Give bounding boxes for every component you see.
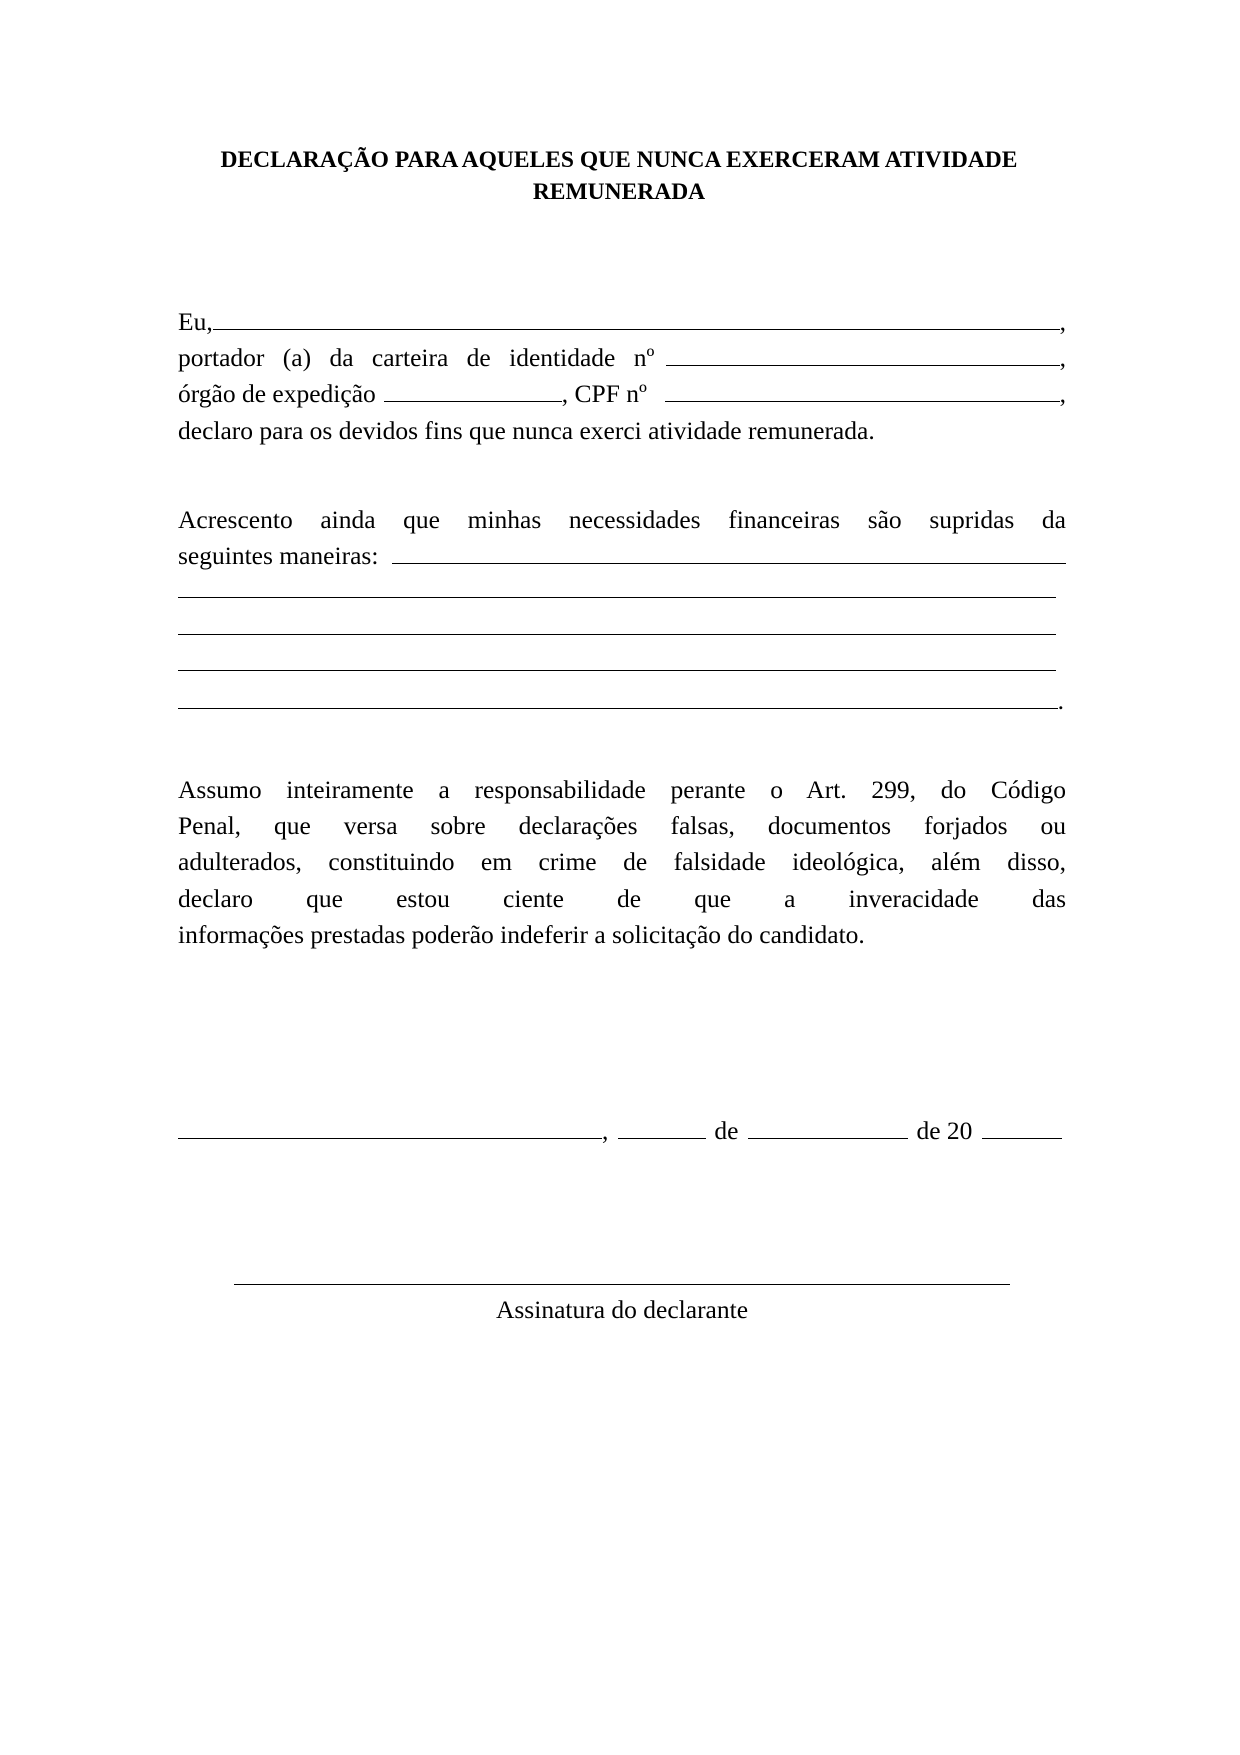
document-title <box>178 144 1060 208</box>
responsibility-paragraph <box>178 772 1066 953</box>
date-line <box>178 1113 1062 1149</box>
issuer-field[interactable] <box>384 378 562 402</box>
de-label-1: de <box>714 1116 739 1145</box>
date-row <box>178 1113 1062 1149</box>
financial-line-5 <box>178 647 1066 683</box>
name-field[interactable] <box>213 306 1060 330</box>
identity-paragraph <box>178 304 1066 449</box>
identity-card-field[interactable] <box>666 342 1059 366</box>
orgao-label: órgão de expedição <box>178 379 376 409</box>
financial-line-2 <box>178 538 1066 574</box>
financial-line-6 <box>178 683 1066 719</box>
portador-label: portador (a) da carteira de identidade nº <box>178 343 655 373</box>
month-field[interactable] <box>748 1115 908 1139</box>
day-field[interactable] <box>618 1115 706 1139</box>
identity-comma: , <box>1059 343 1066 373</box>
title-line-2: REMUNERADA <box>532 179 706 205</box>
responsibility-line-4: declaro que estou ciente de que a inveracidade das <box>178 883 1066 913</box>
responsibility-line-1: Assumo inteiramente a responsabilidade perante o Art. 299, do Código <box>178 775 1066 804</box>
financial-paragraph <box>178 502 1066 719</box>
financial-field-3[interactable] <box>178 611 1056 635</box>
responsibility-line-5: informações prestadas poderão indeferir a solicitação do candidato. <box>178 919 865 949</box>
seguintes-label: seguintes maneiras: <box>178 541 379 571</box>
year-field[interactable] <box>982 1115 1062 1139</box>
financial-line-3 <box>178 574 1066 610</box>
financial-line-1: Acrescento ainda que minhas necessidades financeiras são supridas da <box>178 505 1066 534</box>
city-field[interactable] <box>178 1115 602 1139</box>
financial-field-4[interactable] <box>178 647 1056 671</box>
financial-line-4 <box>178 611 1066 647</box>
cpf-comma: , <box>1059 379 1066 409</box>
financial-field-2[interactable] <box>178 574 1056 598</box>
identity-card-row <box>178 340 1066 376</box>
responsibility-line-3: adulterados, constituindo em crime de falsidade ideológica, além disso, <box>178 847 1066 877</box>
eu-label: Eu, <box>178 307 213 336</box>
responsibility-line-2: Penal, que versa sobre declarações falsas, documentos forjados ou <box>178 811 1066 841</box>
cpf-label: , CPF nº <box>561 379 647 409</box>
financial-field-1[interactable] <box>392 540 1066 564</box>
name-row <box>178 304 1066 340</box>
signature-line[interactable] <box>234 1284 1010 1285</box>
title-line-1: DECLARAÇÃO PARA AQUELES QUE NUNCA EXERCERAM ATIVIDADE <box>220 147 1018 173</box>
city-comma: , <box>602 1116 609 1145</box>
financial-period: . <box>1057 685 1064 715</box>
cpf-field[interactable] <box>665 378 1060 402</box>
de-label-2: de 20 <box>916 1116 973 1145</box>
financial-field-5[interactable] <box>178 685 1058 709</box>
signature-label: Assinatura do declarante <box>495 1295 749 1324</box>
issuer-cpf-row <box>178 376 1066 412</box>
declaro-line: declaro para os devidos fins que nunca exerci atividade remunerada. <box>178 415 875 445</box>
name-comma: , <box>1059 307 1066 336</box>
